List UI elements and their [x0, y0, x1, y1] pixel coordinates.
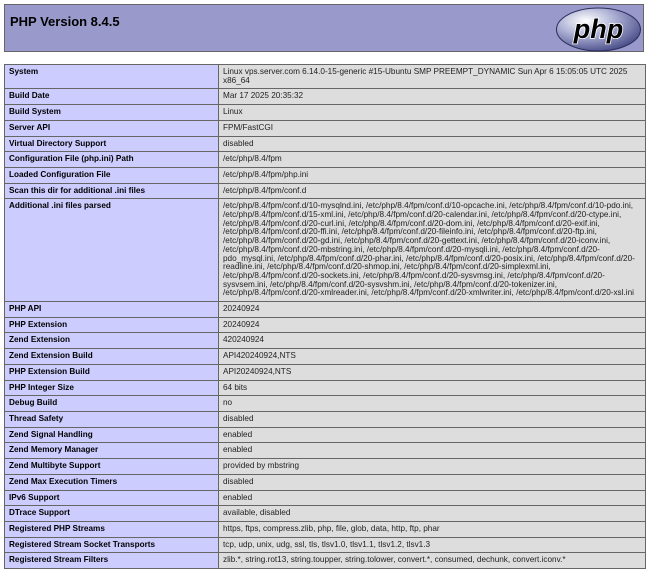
table-row — [5, 459, 646, 475]
row-label: PHP Integer Size — [5, 380, 219, 396]
table-row — [5, 537, 646, 553]
table-row — [5, 89, 646, 105]
row-label: Zend Max Execution Timers — [5, 474, 219, 490]
row-label: Zend Extension Build — [5, 349, 219, 365]
row-value: /etc/php/8.4/fpm/conf.d — [219, 183, 646, 199]
row-value: zlib.*, string.rot13, string.toupper, string.tolower, convert.*, consumed, dechunk, convert.iconv.* — [219, 553, 646, 569]
row-label: Configuration File (php.ini) Path — [5, 152, 219, 168]
row-label: Scan this dir for additional .ini files — [5, 183, 219, 199]
row-value: 20240924 — [219, 302, 646, 318]
table-row — [5, 317, 646, 333]
table-row — [5, 105, 646, 121]
php-info-table — [4, 64, 646, 569]
row-label: PHP API — [5, 302, 219, 318]
row-value: disabled — [219, 474, 646, 490]
row-label: Zend Multibyte Support — [5, 459, 219, 475]
table-row — [5, 364, 646, 380]
row-value: 64 bits — [219, 380, 646, 396]
row-value: no — [219, 396, 646, 412]
row-value: Linux vps.server.com 6.14.0-15-generic #15-Ubuntu SMP PREEMPT_DYNAMIC Sun Apr 6 15:05:05 UTC 2025 x86_64 — [219, 65, 646, 89]
row-value: enabled — [219, 490, 646, 506]
table-row — [5, 553, 646, 569]
table-row — [5, 411, 646, 427]
row-label: IPv6 Support — [5, 490, 219, 506]
row-label: Virtual Directory Support — [5, 136, 219, 152]
row-label: Debug Build — [5, 396, 219, 412]
row-label: DTrace Support — [5, 506, 219, 522]
row-label: PHP Extension Build — [5, 364, 219, 380]
table-row — [5, 427, 646, 443]
row-label: Build Date — [5, 89, 219, 105]
row-value: /etc/php/8.4/fpm — [219, 152, 646, 168]
row-value: https, ftps, compress.zlib, php, file, glob, data, http, ftp, phar — [219, 521, 646, 537]
row-value: 20240924 — [219, 317, 646, 333]
table-row — [5, 120, 646, 136]
row-value: disabled — [219, 136, 646, 152]
row-value: Mar 17 2025 20:35:32 — [219, 89, 646, 105]
table-row — [5, 136, 646, 152]
table-row — [5, 349, 646, 365]
page-title: PHP Version 8.4.5 — [10, 14, 120, 29]
row-value: FPM/FastCGI — [219, 120, 646, 136]
row-value: enabled — [219, 427, 646, 443]
table-row — [5, 506, 646, 522]
php-logo-text: php — [573, 14, 624, 44]
row-value: available, disabled — [219, 506, 646, 522]
php-logo-icon — [555, 7, 642, 52]
table-row — [5, 302, 646, 318]
row-label: Additional .ini files parsed — [5, 199, 219, 302]
row-label: System — [5, 65, 219, 89]
row-value: tcp, udp, unix, udg, ssl, tls, tlsv1.0, tlsv1.1, tlsv1.2, tlsv1.3 — [219, 537, 646, 553]
row-value: /etc/php/8.4/fpm/conf.d/10-mysqlnd.ini, /etc/php/8.4/fpm/conf.d/10-opcache.ini, /etc/php/8.4/fpm/conf.d/10-pdo.ini, /etc/php/8.4/fpm/conf.d/15-xml.ini, /etc/php/8.4/fpm/conf.d/20-calendar.ini, /etc/php/8.4/fpm/conf.d/20-ctype.ini, /etc/php/8.4/fpm/conf.d/20-curl.ini, /etc/php/8.4/fpm/conf.d/20-dom.ini, /etc/php/8.4/fpm/conf.d/20-exif.ini, /etc/php/8.4/fpm/conf.d/20-ffi.ini, /etc/php/8.4/fpm/conf.d/20-fileinfo.ini, /etc/php/8.4/fpm/conf.d/20-ftp.ini, /etc/php/8.4/fpm/conf.d/20-gd.ini, /etc/php/8.4/fpm/conf.d/20-gettext.ini, /etc/php/8.4/fpm/conf.d/20-iconv.ini, /etc/php/8.4/fpm/conf.d/20-mbstring.ini, /etc/php/8.4/fpm/conf.d/20-mysqli.ini, /etc/php/8.4/fpm/conf.d/20-pdo_mysql.ini, /etc/php/8.4/fpm/conf.d/20-phar.ini, /etc/php/8.4/fpm/conf.d/20-posix.ini, /etc/php/8.4/fpm/conf.d/20-readline.ini, /etc/php/8.4/fpm/conf.d/20-shmop.ini, /etc/php/8.4/fpm/conf.d/20-simplexml.ini, /etc/php/8.4/fpm/conf.d/20-sockets.ini, /etc/php/8.4/fpm/conf.d/20-sysvmsg.ini, /etc/php/8.4/fpm/conf.d/20-sysvsem.ini, /etc/php/8.4/fpm/conf.d/20-sysvshm.ini, /etc/php/8.4/fpm/conf.d/20-tokenizer.ini, /etc/php/8.4/fpm/conf.d/20-xmlreader.ini, /etc/php/8.4/fpm/conf.d/20-xmlwriter.ini, /etc/php/8.4/fpm/conf.d/20-xsl.ini — [219, 199, 646, 302]
row-label: Loaded Configuration File — [5, 167, 219, 183]
row-value: 420240924 — [219, 333, 646, 349]
table-row — [5, 65, 646, 89]
row-label: Registered Stream Socket Transports — [5, 537, 219, 553]
table-row — [5, 474, 646, 490]
row-label: Zend Memory Manager — [5, 443, 219, 459]
table-row — [5, 183, 646, 199]
row-label: PHP Extension — [5, 317, 219, 333]
row-value: /etc/php/8.4/fpm/php.ini — [219, 167, 646, 183]
row-value: provided by mbstring — [219, 459, 646, 475]
row-label: Zend Extension — [5, 333, 219, 349]
table-row — [5, 333, 646, 349]
row-label: Zend Signal Handling — [5, 427, 219, 443]
row-label: Thread Safety — [5, 411, 219, 427]
table-row — [5, 521, 646, 537]
row-value: enabled — [219, 443, 646, 459]
table-row — [5, 380, 646, 396]
row-label: Registered PHP Streams — [5, 521, 219, 537]
row-value: API20240924,NTS — [219, 364, 646, 380]
row-label: Build System — [5, 105, 219, 121]
table-row — [5, 443, 646, 459]
row-label: Registered Stream Filters — [5, 553, 219, 569]
table-row — [5, 490, 646, 506]
php-info-table-body — [5, 65, 646, 569]
table-row — [5, 396, 646, 412]
row-label: Server API — [5, 120, 219, 136]
row-value: Linux — [219, 105, 646, 121]
row-value: disabled — [219, 411, 646, 427]
row-value: API420240924,NTS — [219, 349, 646, 365]
table-row — [5, 167, 646, 183]
php-version-header — [4, 4, 644, 52]
table-row — [5, 152, 646, 168]
table-row — [5, 199, 646, 302]
